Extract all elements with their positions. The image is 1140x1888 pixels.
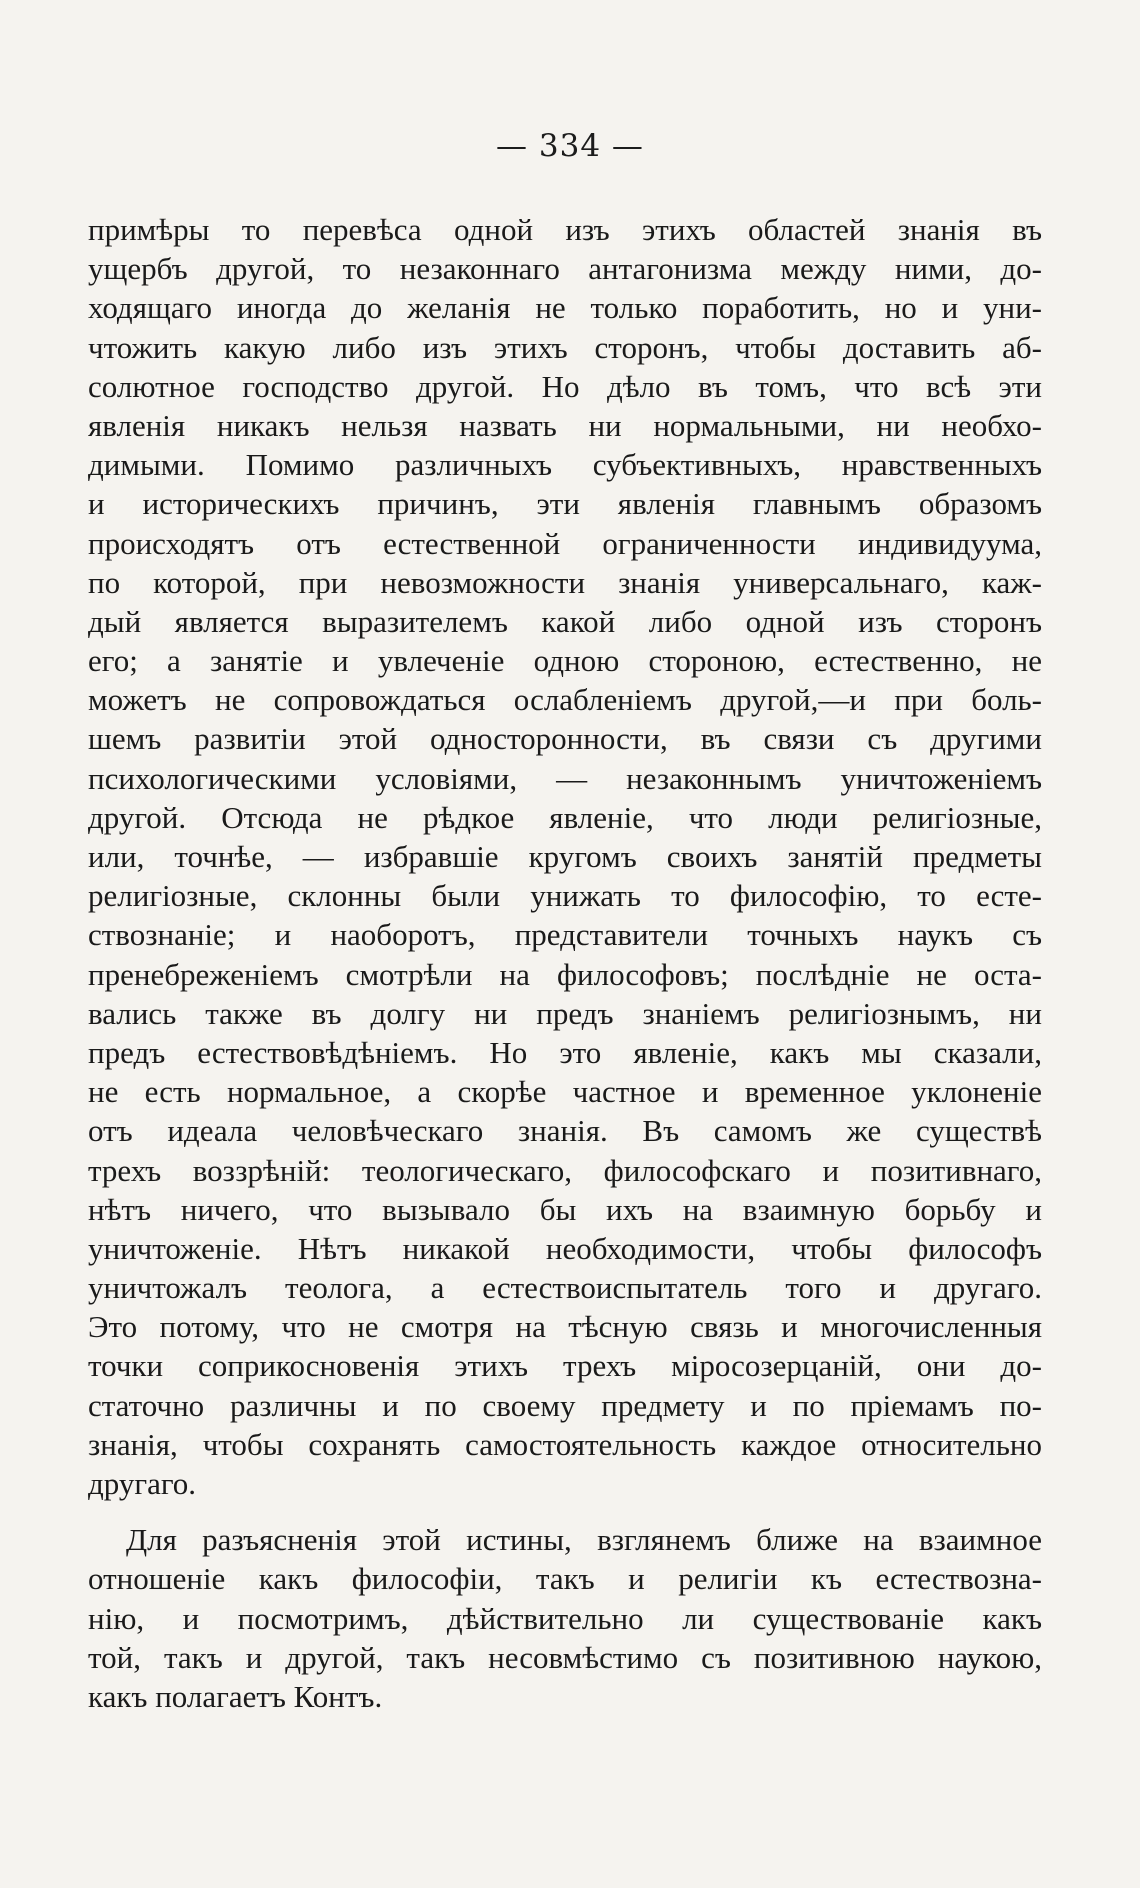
text-line: другаго. [88, 1466, 197, 1501]
text-line: знанія, чтобы сохранять самостоятельность каждое относительно [88, 1426, 1042, 1462]
text-line: ущербъ другой, то незаконнаго антагонизма между ними, до- [88, 251, 1042, 287]
text-line: чтожить какую либо изъ этихъ сторонъ, чтобы доставить аб- [88, 329, 1042, 365]
text-line: примѣры то перевѣса одной изъ этихъ областей знанія въ [88, 212, 1042, 247]
text-line: дый является выразителемъ какой либо одной изъ сторонъ [88, 603, 1042, 639]
text-line: Для разъясненія этой истины, взглянемъ ближе на взаимное [126, 1522, 1042, 1558]
text-line: происходятъ отъ естественной ограниченности индивидуума, [88, 525, 1042, 561]
text-line: статочно различны и по своему предмету и по пріемамъ по- [88, 1387, 1042, 1423]
text-line: точки соприкосновенія этихъ трехъ міросозерцаній, они до- [88, 1348, 1042, 1384]
text-line: по которой, при невозможности знанія универсальнаго, каж- [88, 564, 1042, 600]
text-line: димыми. Помимо различныхъ субъективныхъ, нравственныхъ [88, 447, 1042, 483]
text-line: пренебреженіемъ смотрѣли на философовъ; послѣдніе не оста- [88, 956, 1042, 992]
paragraph-1 [88, 210, 1042, 1503]
text-line: и историческихъ причинъ, эти явленія главнымъ образомъ [88, 486, 1042, 522]
text-line: уничтожалъ теолога, а естествоиспытатель того и другаго. [88, 1270, 1042, 1306]
paragraph-2 [88, 1520, 1042, 1716]
text-line: вались также въ долгу ни предъ знаніемъ религіознымъ, ни [88, 995, 1042, 1031]
text-line: предъ естествовѣдѣніемъ. Но это явленіе, какъ мы сказали, [88, 1034, 1042, 1070]
body-text [88, 210, 1042, 1716]
text-line: уничтоженіе. Нѣтъ никакой необходимости, чтобы философъ [88, 1230, 1042, 1266]
text-line: отношеніе какъ философіи, такъ и религіи къ естествозна- [88, 1561, 1042, 1597]
text-line: его; а занятіе и увлеченіе одною стороною, естественно, не [88, 643, 1042, 679]
paragraph-gap [88, 1503, 1042, 1520]
text-line: другой. Отсюда не рѣдкое явленіе, что люди религіозные, [88, 799, 1042, 835]
text-line: той, такъ и другой, такъ несовмѣстимо съ позитивною наукою, [88, 1639, 1042, 1675]
text-line: или, точнѣе, — избравшіе кругомъ своихъ занятій предметы [88, 839, 1042, 874]
text-line: нію, и посмотримъ, дѣйствительно ли существованіе какъ [88, 1600, 1042, 1636]
text-line: нѣтъ ничего, что вызывало бы ихъ на взаимную борьбу и [88, 1191, 1042, 1227]
text-line: ходящаго иногда до желанія не только поработить, но и уни- [88, 290, 1042, 326]
text-line: трехъ воззрѣній: теологическаго, философскаго и позитивнаго, [88, 1152, 1042, 1188]
text-line: какъ полагаетъ Контъ. [88, 1678, 383, 1714]
text-line: Это потому, что не смотря на тѣсную связь и многочисленныя [88, 1309, 1042, 1345]
text-line: религіозные, склонны были унижать то философію, то есте- [88, 878, 1042, 914]
text-line: не есть нормальное, а скорѣе частное и временное уклоненіе [88, 1074, 1042, 1110]
text-line: ствознаніе; и наоборотъ, представители точныхъ наукъ съ [88, 917, 1042, 953]
text-line: явленія никакъ нельзя назвать ни нормальными, ни необхо- [88, 407, 1042, 443]
text-line: психологическими условіями, — незаконнымъ уничтоженіемъ [88, 760, 1042, 796]
text-line: можетъ не сопровождаться ослабленіемъ другой,—и при боль- [88, 682, 1042, 718]
text-line: шемъ развитіи этой односторонности, въ связи съ другими [88, 721, 1042, 757]
text-line: солютное господство другой. Но дѣло въ томъ, что всѣ эти [88, 368, 1042, 404]
page-number: — 334 — [496, 128, 644, 164]
text-line: отъ идеала человѣческаго знанія. Въ самомъ же существѣ [88, 1113, 1042, 1149]
